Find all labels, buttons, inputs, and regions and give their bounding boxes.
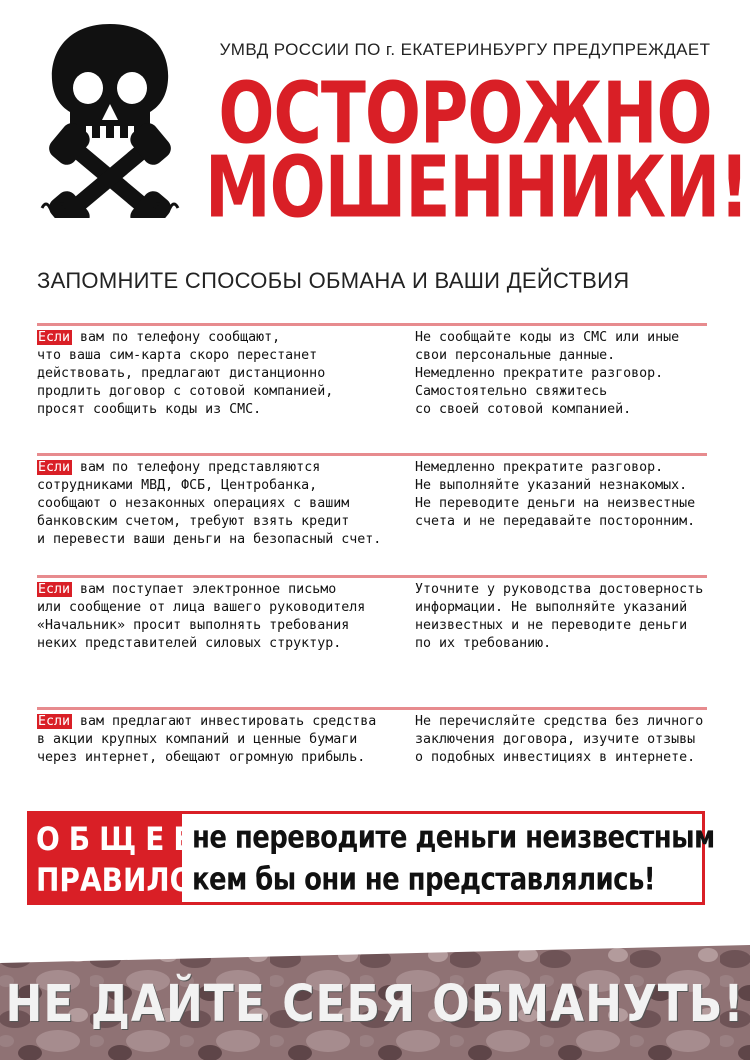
- situation-line-5: просят сообщить коды из СМС.: [37, 402, 262, 417]
- case-divider: [37, 323, 707, 326]
- action-line-3: о подобных инвестициях в интернете.: [415, 750, 696, 765]
- case-situation: [37, 581, 397, 653]
- issuer-heading: УМВД РОССИИ ПО г. ЕКАТЕРИНБУРГУ ПРЕДУПРЕЖДАЕТ: [219, 40, 711, 59]
- rule-label-line-1: ОБЩЕЕ: [36, 820, 202, 858]
- action-line-2: свои персональные данные.: [415, 348, 616, 363]
- situation-line-3: сообщают о незаконных операциях с вашим: [37, 496, 350, 511]
- case-action: [415, 459, 715, 531]
- action-line-2: информации. Не выполняйте указаний: [415, 600, 688, 615]
- skull-crossbones-phone-icon: [30, 18, 190, 218]
- case-divider: [37, 707, 707, 710]
- action-line-3: Немедленно прекратите разговор.: [415, 366, 664, 381]
- rule-text-line-2: кем бы они не представлялись!: [192, 862, 656, 898]
- action-line-1: Не сообщайте коды из СМС или иные: [415, 330, 680, 345]
- case-divider: [37, 453, 707, 456]
- case-action: [415, 713, 715, 767]
- situation-line-4: банковским счетом, требуют взять кредит: [37, 514, 350, 529]
- action-line-2: заключения договора, изучите отзывы: [415, 732, 696, 747]
- rule-label-line-2: ПРАВИЛО: [36, 861, 194, 899]
- general-rule-box: [27, 811, 715, 905]
- situation-line-2: или сообщение от лица вашего руководителя: [37, 600, 366, 615]
- subtitle: ЗАПОМНИТЕ СПОСОБЫ ОБМАНА И ВАШИ ДЕЙСТВИЯ: [37, 268, 630, 293]
- action-line-1: Немедленно прекратите разговор.: [415, 460, 664, 475]
- action-line-4: Самостоятельно свяжитесь: [415, 384, 608, 399]
- situation-line-5: и перевести ваши деньги на безопасный счет.: [37, 532, 382, 547]
- case-situation: [37, 713, 397, 767]
- action-line-4: счета и не передавайте посторонним.: [415, 514, 696, 529]
- situation-line-2: сотрудниками МВД, ФСБ, Центробанка,: [37, 478, 318, 493]
- case-action: [415, 329, 715, 419]
- general-rule-label: [30, 814, 202, 902]
- case-situation: [37, 329, 397, 419]
- situation-line-3: действовать, предлагают дистанционно: [37, 366, 326, 381]
- rule-text-line-1: не переводите деньги неизвестным: [192, 820, 715, 856]
- situation-line-4: неких представителей силовых структур.: [37, 636, 342, 651]
- action-line-2: Не выполняйте указаний незнакомых.: [415, 478, 688, 493]
- situation-line-1: Если вам по телефону представляются: [38, 460, 321, 475]
- keyword-highlight: Если: [38, 582, 71, 597]
- action-line-1: Не перечисляйте средства без личного: [415, 714, 704, 729]
- situation-line-2: в акции крупных компаний и ценные бумаги: [37, 732, 358, 747]
- situation-line-3: через интернет, обещают огромную прибыль.: [37, 750, 366, 765]
- title-line-1: ОСТОРОЖНО: [218, 64, 712, 163]
- action-line-3: неизвестных и не переводите деньги: [415, 618, 688, 633]
- situation-line-2: что ваша сим-карта скоро перестанет: [37, 348, 318, 363]
- situation-line-4: продлить договор с сотовой компанией,: [37, 384, 334, 399]
- situation-line-1: Если вам по телефону сообщают,: [38, 330, 281, 345]
- action-line-3: Не переводите деньги на неизвестные: [415, 496, 696, 511]
- action-line-5: со своей сотовой компанией.: [415, 402, 632, 417]
- title-line-2: МОШЕННИКИ!: [205, 138, 749, 237]
- keyword-highlight: Если: [38, 714, 71, 729]
- case-action: [415, 581, 715, 653]
- action-line-1: Уточните у руководства достоверность: [415, 582, 704, 597]
- situation-line-1: Если вам предлагают инвестировать средства: [38, 714, 377, 729]
- case-divider: [37, 575, 707, 578]
- footer-banner: [0, 945, 750, 1060]
- case-situation: [37, 459, 397, 549]
- keyword-highlight: Если: [38, 460, 71, 475]
- situation-line-3: «Начальник» просит выполнять требования: [37, 618, 350, 633]
- situation-line-1: Если вам поступает электронное письмо: [38, 582, 337, 597]
- action-line-4: по их требованию.: [415, 636, 552, 651]
- footer-slogan: НЕ ДАЙТЕ СЕБЯ ОБМАНУТЬ!: [5, 975, 745, 1034]
- keyword-highlight: Если: [38, 330, 71, 345]
